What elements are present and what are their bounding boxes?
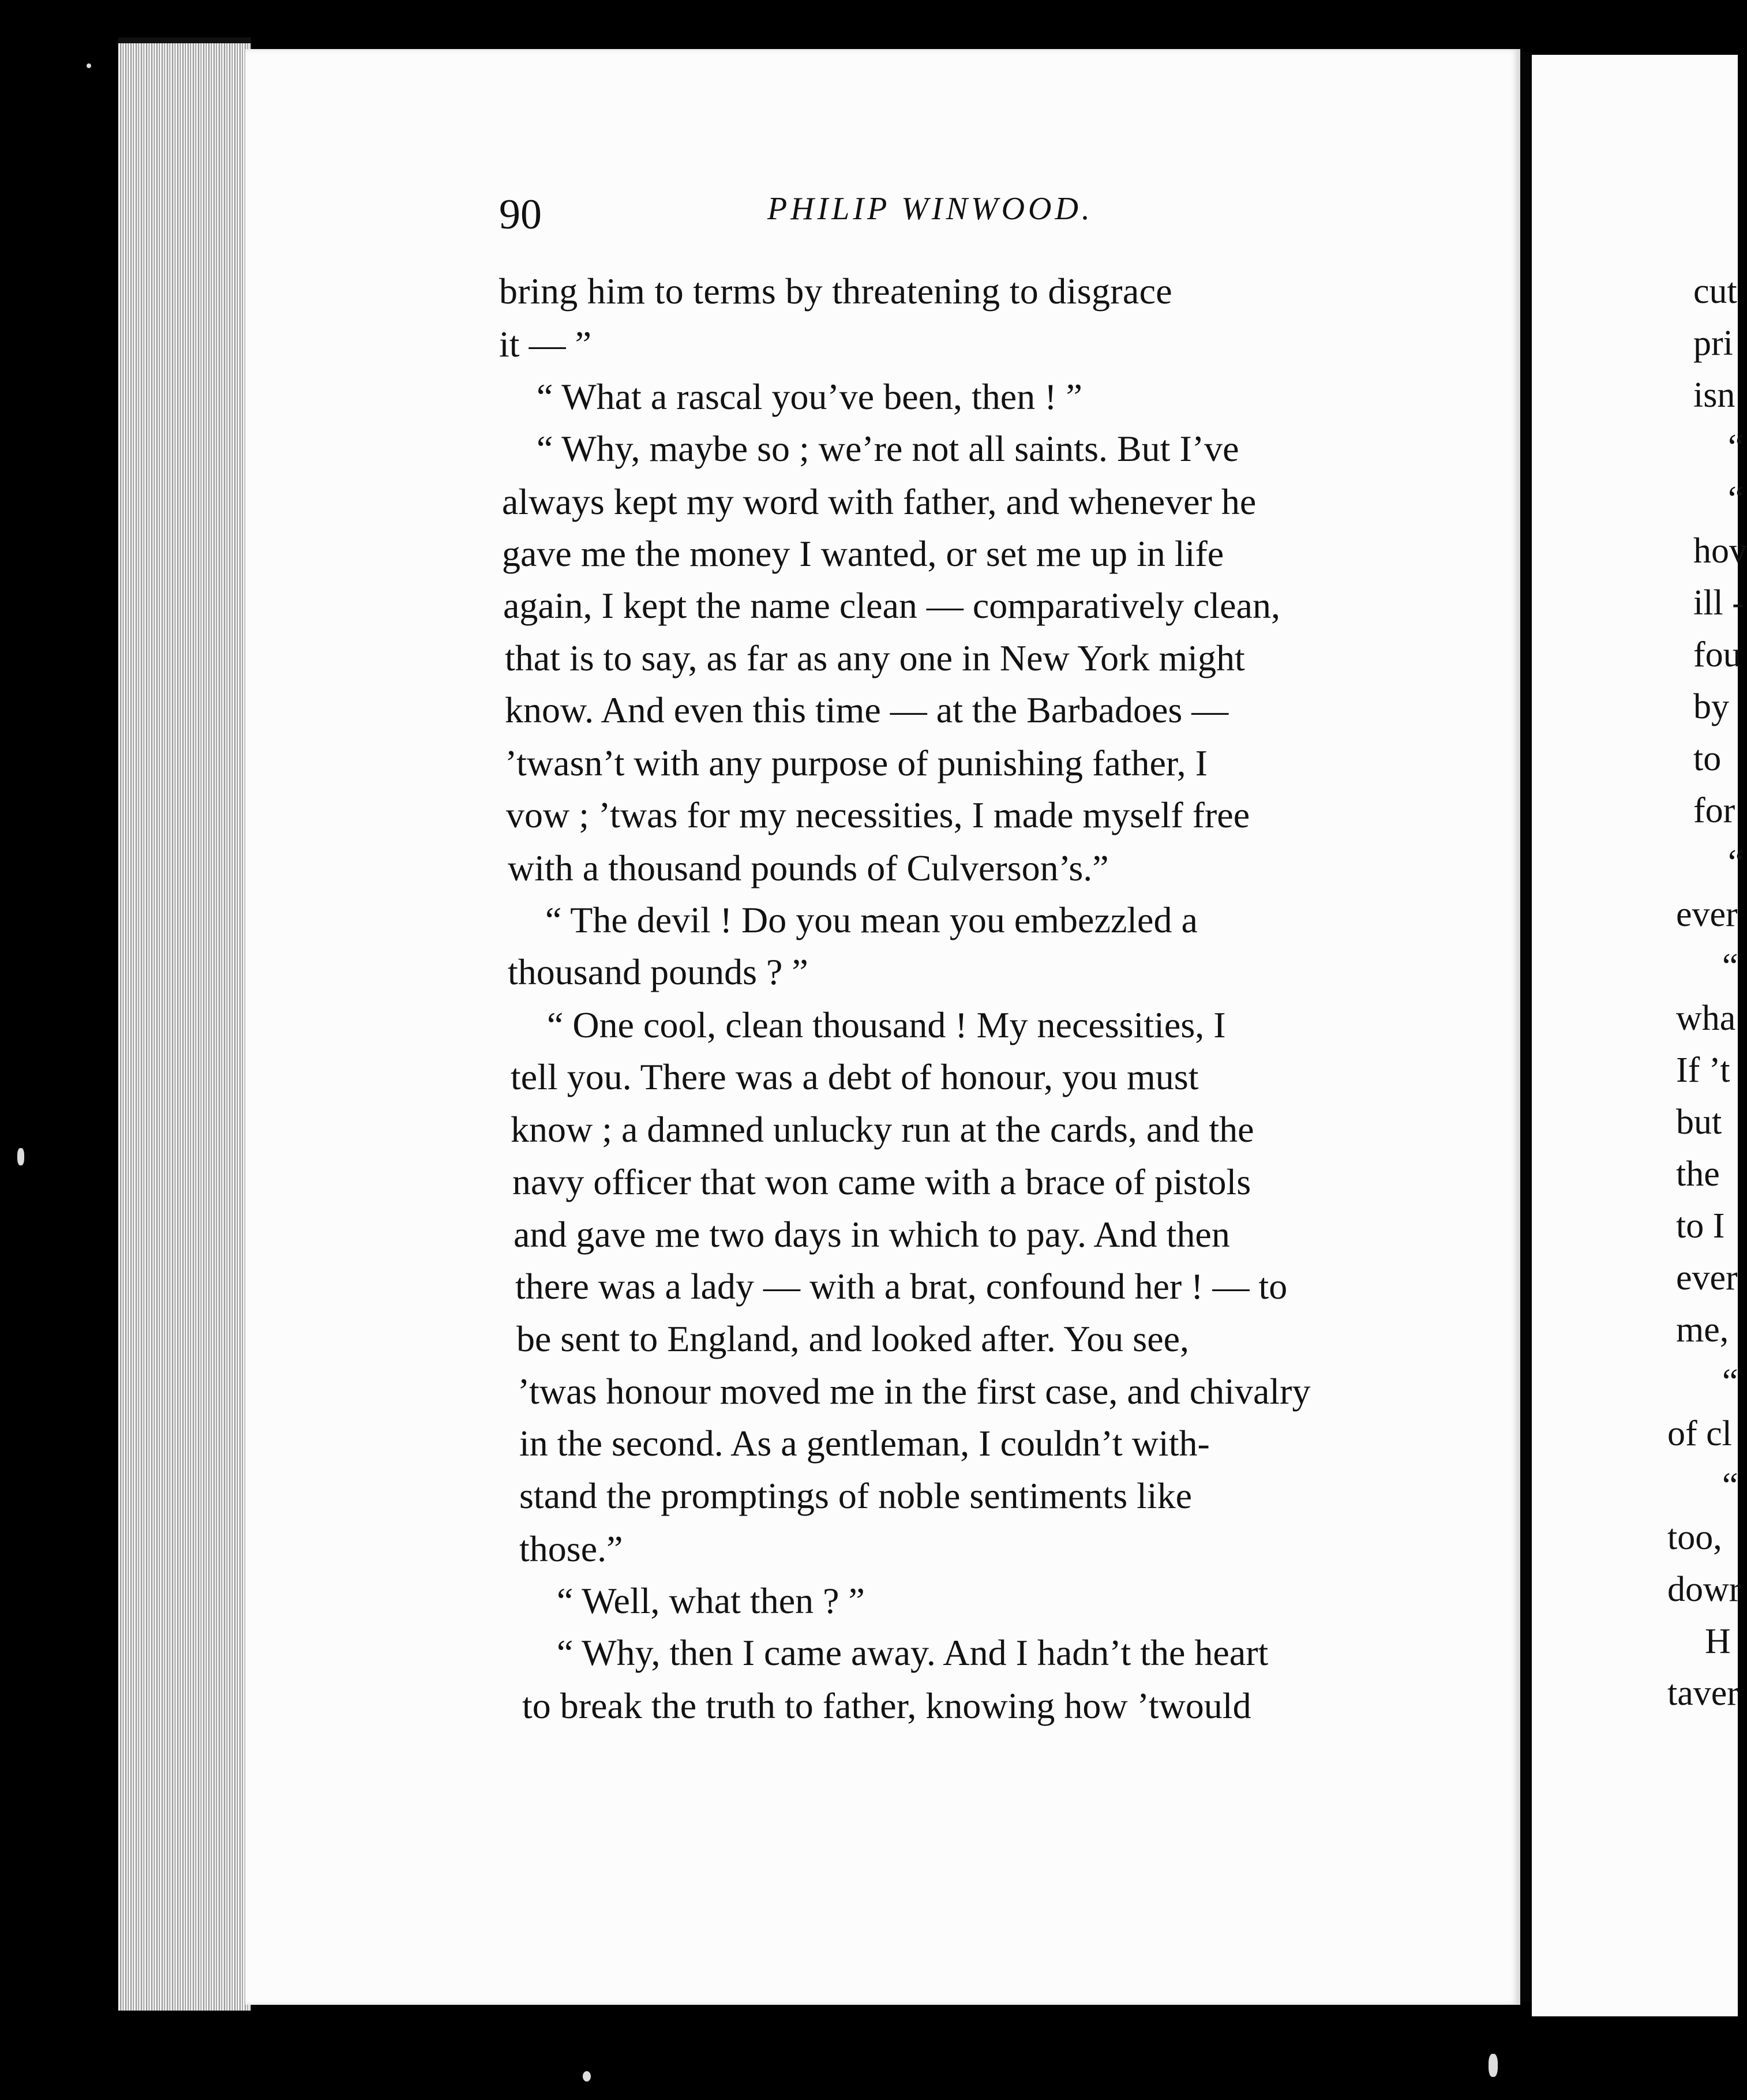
text-line: isn xyxy=(1693,376,1735,415)
text-line: for xyxy=(1693,791,1735,830)
text-line: “ What a rascal you’ve been, then ! ” xyxy=(537,376,1082,417)
text-line: it — ” xyxy=(499,324,591,365)
text-line: “ xyxy=(1722,1362,1738,1401)
dust-speck xyxy=(17,1148,24,1165)
text-line: fou xyxy=(1693,635,1741,674)
text-line: dowr xyxy=(1667,1570,1741,1609)
text-line: ill - xyxy=(1693,583,1744,622)
text-line: ever xyxy=(1676,895,1738,934)
text-line: but xyxy=(1676,1102,1722,1142)
text-line: of cl xyxy=(1667,1414,1732,1453)
text-line: vow ; ’twas for my necessities, I made myself free xyxy=(506,794,1250,835)
text-line: gave me the money I wanted, or set me up in life xyxy=(502,533,1224,574)
text-line: thousand pounds ? ” xyxy=(508,951,808,992)
right-page-text xyxy=(1532,55,1747,2016)
text-line: ’twas honour moved me in the first case, and chivalry xyxy=(518,1371,1311,1412)
text-line: navy officer that won came with a brace of pistols xyxy=(512,1161,1251,1202)
text-line: “ xyxy=(1728,843,1744,882)
text-line: that is to say, as far as any one in New York might xyxy=(505,638,1245,678)
text-line: know. And even this time — at the Barbadoes — xyxy=(505,689,1229,730)
text-line: bring him to terms by threatening to disgrace xyxy=(499,271,1172,312)
dust-speck xyxy=(1489,2054,1498,2077)
text-line: ever xyxy=(1676,1258,1738,1297)
text-line: H xyxy=(1705,1622,1731,1661)
text-line: taver xyxy=(1667,1674,1739,1713)
book-gutter xyxy=(1520,52,1532,2002)
text-line: by xyxy=(1693,687,1729,726)
text-line: “ Well, what then ? ” xyxy=(557,1580,865,1621)
text-line: know ; a damned unlucky run at the cards, and the xyxy=(511,1109,1254,1150)
text-line: “ xyxy=(1728,427,1744,467)
text-line: tell you. There was a debt of honour, you must xyxy=(511,1056,1199,1097)
text-line: those.” xyxy=(519,1528,623,1569)
text-line: again, I kept the name clean — comparatively clean, xyxy=(503,585,1280,626)
text-line: “ xyxy=(1722,947,1738,986)
text-line: cut xyxy=(1693,272,1737,311)
page-stack-edge xyxy=(118,38,251,2011)
text-line: “ One cool, clean thousand ! My necessities, I xyxy=(547,1004,1226,1045)
text-line: to I xyxy=(1676,1206,1725,1246)
text-line: hov xyxy=(1693,531,1747,571)
text-line: If ’t xyxy=(1676,1051,1730,1090)
text-line: wha xyxy=(1676,999,1736,1038)
text-line: there was a lady — with a brat, confound her ! — to xyxy=(515,1266,1288,1307)
running-title: PHILIP WINWOOD. xyxy=(767,191,1093,227)
dust-speck xyxy=(87,63,91,68)
page-number: 90 xyxy=(499,191,542,238)
text-line: “ xyxy=(1728,479,1744,519)
text-line: with a thousand pounds of Culverson’s.” xyxy=(508,847,1109,888)
text-line: “ Why, then I came away. And I hadn’t the heart xyxy=(557,1632,1269,1673)
text-line: ’twasn’t with any purpose of punishing father, I xyxy=(505,742,1208,783)
text-line: me, xyxy=(1676,1310,1729,1349)
text-line: and gave me two days in which to pay. And then xyxy=(513,1214,1230,1255)
text-line: always kept my word with father, and whenever he xyxy=(502,481,1257,522)
dust-speck xyxy=(583,2071,591,2082)
text-line: the xyxy=(1676,1154,1720,1194)
text-line: too, xyxy=(1667,1518,1722,1557)
text-line: “ xyxy=(1722,1466,1738,1505)
text-line: “ The devil ! Do you mean you embezzled a xyxy=(545,899,1198,940)
text-line: “ Why, maybe so ; we’re not all saints. But I’ve xyxy=(537,428,1239,469)
text-line: in the second. As a gentleman, I couldn’t with- xyxy=(519,1423,1210,1464)
text-line: to break the truth to father, knowing how ’twould xyxy=(522,1685,1251,1726)
text-line: pri xyxy=(1693,324,1733,363)
text-line: be sent to England, and looked after. You see, xyxy=(516,1318,1189,1359)
text-line: stand the promptings of noble sentiments like xyxy=(519,1475,1193,1516)
text-line: to xyxy=(1693,739,1722,778)
